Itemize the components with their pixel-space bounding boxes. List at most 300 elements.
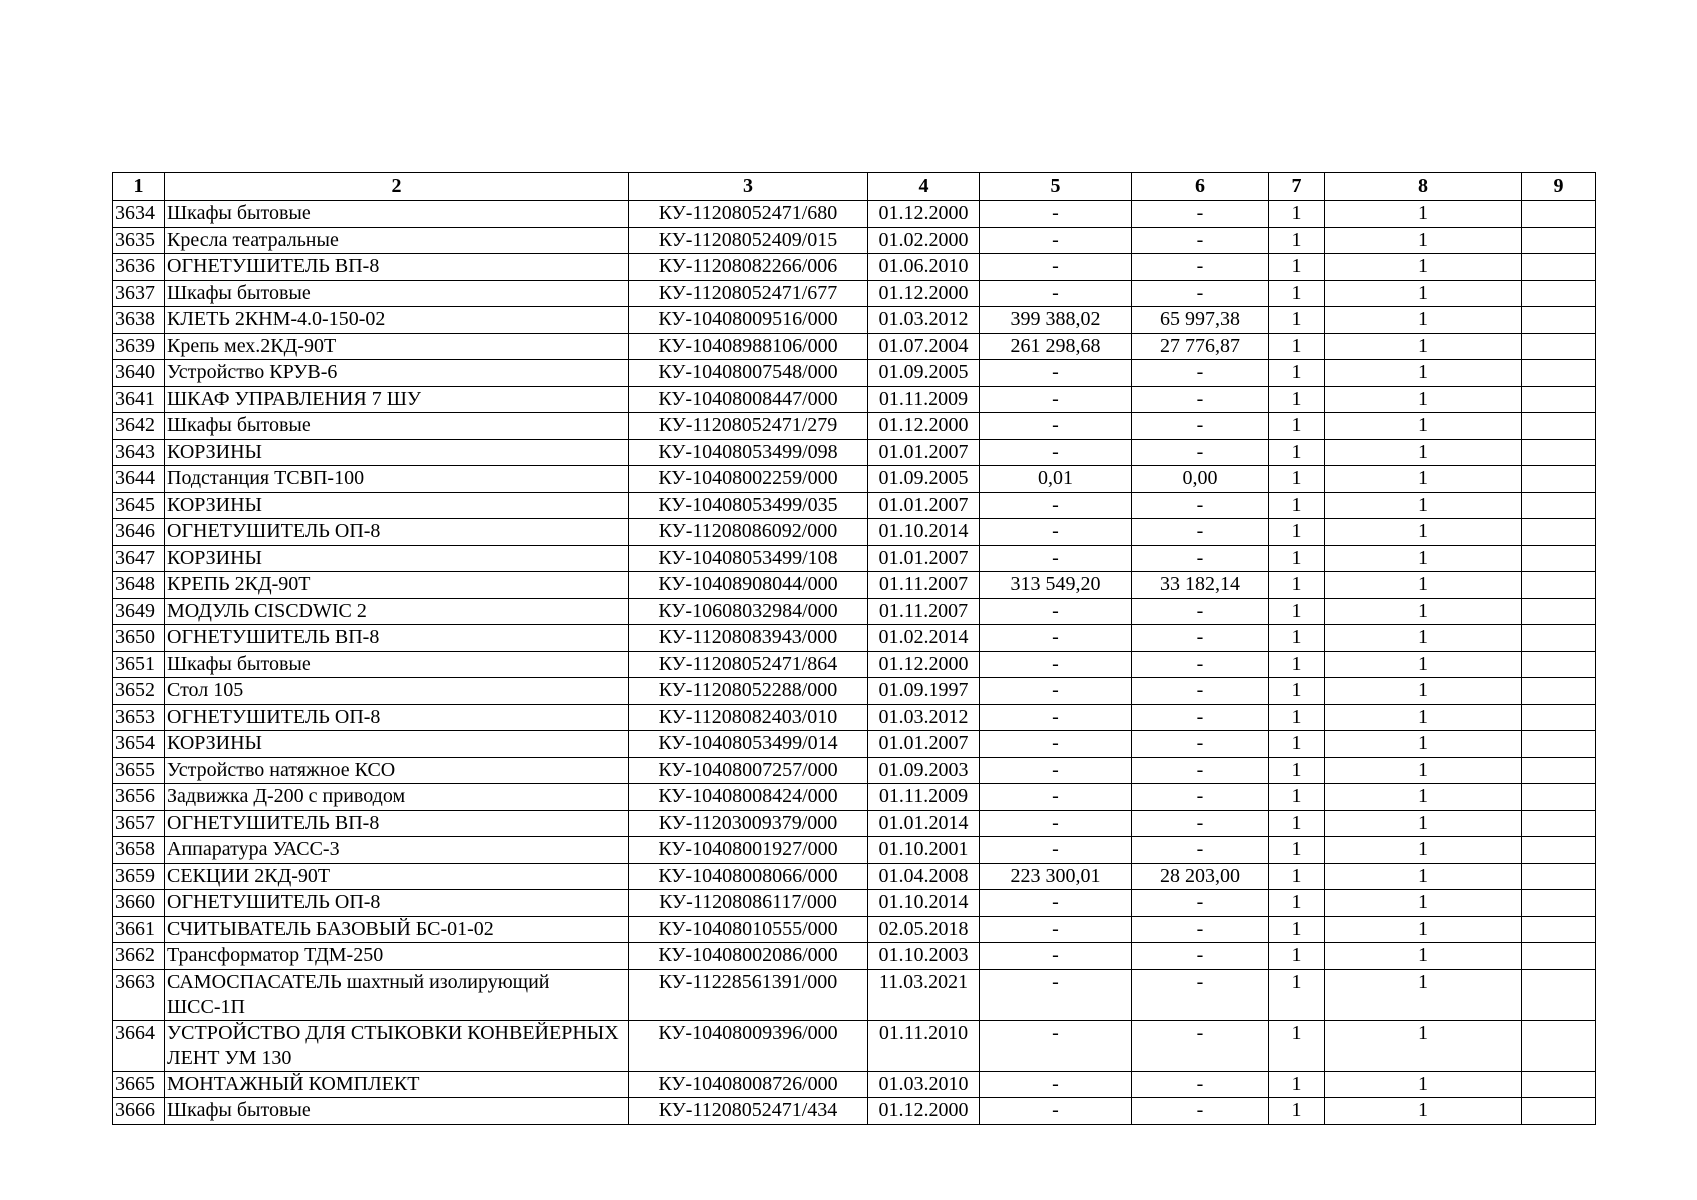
table-row: [113, 678, 1596, 705]
value-col9-cell: [1522, 837, 1596, 864]
table-row: [113, 651, 1596, 678]
inventory-number-cell: КУ-10408008447/000: [629, 386, 868, 413]
inventory-table: [112, 172, 1596, 1125]
value-col8-cell: 1: [1325, 333, 1522, 360]
row-number-cell: 3653: [113, 704, 165, 731]
value-col9-cell: [1522, 439, 1596, 466]
value-col6-cell: 65 997,38: [1132, 307, 1269, 334]
row-number-cell: 3657: [113, 810, 165, 837]
item-name-cell: ОГНЕТУШИТЕЛЬ ВП-8: [165, 625, 629, 652]
table-row: [113, 1098, 1596, 1125]
date-cell: 01.12.2000: [868, 1098, 980, 1125]
row-number-cell: 3654: [113, 731, 165, 758]
value-col8-cell: 1: [1325, 969, 1522, 1020]
value-col8-cell: 1: [1325, 307, 1522, 334]
column-header-3: 3: [629, 173, 868, 201]
value-col5-cell: -: [980, 519, 1132, 546]
date-cell: 01.11.2009: [868, 386, 980, 413]
value-col7-cell: 1: [1269, 731, 1325, 758]
item-name-cell: КЛЕТЬ 2КНМ-4.0-150-02: [165, 307, 629, 334]
value-col7-cell: 1: [1269, 413, 1325, 440]
value-col6-cell: -: [1132, 625, 1269, 652]
value-col8-cell: 1: [1325, 890, 1522, 917]
date-cell: 11.03.2021: [868, 969, 980, 1020]
table-row: [113, 492, 1596, 519]
value-col5-cell: -: [980, 837, 1132, 864]
value-col9-cell: [1522, 201, 1596, 228]
value-col9-cell: [1522, 519, 1596, 546]
date-cell: 01.10.2003: [868, 943, 980, 970]
table-row: [113, 863, 1596, 890]
inventory-number-cell: КУ-10408002259/000: [629, 466, 868, 493]
item-name-cell: МОНТАЖНЫЙ КОМПЛЕКТ: [165, 1071, 629, 1098]
value-col6-cell: -: [1132, 916, 1269, 943]
value-col6-cell: -: [1132, 227, 1269, 254]
value-col8-cell: 1: [1325, 731, 1522, 758]
table-row: [113, 519, 1596, 546]
date-cell: 01.10.2014: [868, 519, 980, 546]
value-col8-cell: 1: [1325, 1020, 1522, 1071]
column-header-2: 2: [165, 173, 629, 201]
inventory-number-cell: КУ-11208052409/015: [629, 227, 868, 254]
date-cell: 01.07.2004: [868, 333, 980, 360]
table-row: [113, 969, 1596, 1020]
item-name-cell: ОГНЕТУШИТЕЛЬ ВП-8: [165, 810, 629, 837]
inventory-number-cell: КУ-10408008726/000: [629, 1071, 868, 1098]
date-cell: 01.01.2007: [868, 439, 980, 466]
table-row: [113, 386, 1596, 413]
date-cell: 01.11.2007: [868, 572, 980, 599]
table-row: [113, 307, 1596, 334]
value-col7-cell: 1: [1269, 439, 1325, 466]
date-cell: 01.01.2007: [868, 545, 980, 572]
value-col5-cell: -: [980, 227, 1132, 254]
value-col7-cell: 1: [1269, 625, 1325, 652]
value-col7-cell: 1: [1269, 704, 1325, 731]
value-col8-cell: 1: [1325, 201, 1522, 228]
table-row: [113, 439, 1596, 466]
date-cell: 01.06.2010: [868, 254, 980, 281]
value-col8-cell: 1: [1325, 413, 1522, 440]
row-number-cell: 3645: [113, 492, 165, 519]
value-col5-cell: 223 300,01: [980, 863, 1132, 890]
inventory-number-cell: КУ-10408053499/014: [629, 731, 868, 758]
value-col5-cell: -: [980, 784, 1132, 811]
value-col7-cell: 1: [1269, 969, 1325, 1020]
date-cell: 01.01.2007: [868, 492, 980, 519]
value-col9-cell: [1522, 810, 1596, 837]
value-col9-cell: [1522, 307, 1596, 334]
value-col6-cell: -: [1132, 890, 1269, 917]
item-name-cell: Аппаратура УАСС-3: [165, 837, 629, 864]
date-cell: 01.10.2001: [868, 837, 980, 864]
inventory-number-cell: КУ-10408007257/000: [629, 757, 868, 784]
row-number-cell: 3662: [113, 943, 165, 970]
value-col8-cell: 1: [1325, 651, 1522, 678]
row-number-cell: 3666: [113, 1098, 165, 1125]
item-name-cell: УСТРОЙСТВО ДЛЯ СТЫКОВКИ КОНВЕЙЕРНЫХ ЛЕНТ УМ 130: [165, 1020, 629, 1071]
date-cell: 01.03.2012: [868, 704, 980, 731]
row-number-cell: 3649: [113, 598, 165, 625]
value-col9-cell: [1522, 413, 1596, 440]
table-row: [113, 943, 1596, 970]
value-col6-cell: 28 203,00: [1132, 863, 1269, 890]
value-col8-cell: 1: [1325, 784, 1522, 811]
value-col8-cell: 1: [1325, 227, 1522, 254]
value-col7-cell: 1: [1269, 466, 1325, 493]
value-col6-cell: 33 182,14: [1132, 572, 1269, 599]
item-name-cell: Стол 105: [165, 678, 629, 705]
date-cell: 01.12.2000: [868, 413, 980, 440]
row-number-cell: 3659: [113, 863, 165, 890]
inventory-number-cell: КУ-11208052471/677: [629, 280, 868, 307]
date-cell: 01.11.2010: [868, 1020, 980, 1071]
table-row: [113, 890, 1596, 917]
item-name-cell: КОРЗИНЫ: [165, 439, 629, 466]
item-name-cell: Задвижка Д-200 с приводом: [165, 784, 629, 811]
value-col9-cell: [1522, 678, 1596, 705]
table-row: [113, 333, 1596, 360]
value-col8-cell: 1: [1325, 572, 1522, 599]
row-number-cell: 3658: [113, 837, 165, 864]
value-col7-cell: 1: [1269, 1020, 1325, 1071]
value-col9-cell: [1522, 360, 1596, 387]
value-col8-cell: 1: [1325, 837, 1522, 864]
inventory-number-cell: КУ-11208052288/000: [629, 678, 868, 705]
value-col6-cell: -: [1132, 519, 1269, 546]
date-cell: 01.12.2000: [868, 651, 980, 678]
value-col7-cell: 1: [1269, 254, 1325, 281]
value-col6-cell: -: [1132, 757, 1269, 784]
value-col5-cell: -: [980, 969, 1132, 1020]
inventory-number-cell: КУ-10408009396/000: [629, 1020, 868, 1071]
row-number-cell: 3641: [113, 386, 165, 413]
item-name-cell: Шкафы бытовые: [165, 201, 629, 228]
row-number-cell: 3640: [113, 360, 165, 387]
value-col6-cell: -: [1132, 413, 1269, 440]
item-name-cell: КОРЗИНЫ: [165, 492, 629, 519]
table-row: [113, 545, 1596, 572]
inventory-number-cell: КУ-10408053499/035: [629, 492, 868, 519]
value-col8-cell: 1: [1325, 545, 1522, 572]
date-cell: 01.09.2005: [868, 360, 980, 387]
value-col7-cell: 1: [1269, 201, 1325, 228]
value-col5-cell: -: [980, 916, 1132, 943]
date-cell: 01.01.2014: [868, 810, 980, 837]
value-col7-cell: 1: [1269, 492, 1325, 519]
value-col7-cell: 1: [1269, 784, 1325, 811]
value-col6-cell: -: [1132, 545, 1269, 572]
value-col8-cell: 1: [1325, 625, 1522, 652]
row-number-cell: 3639: [113, 333, 165, 360]
value-col5-cell: -: [980, 757, 1132, 784]
value-col7-cell: 1: [1269, 678, 1325, 705]
date-cell: 01.01.2007: [868, 731, 980, 758]
table-row: [113, 625, 1596, 652]
value-col5-cell: -: [980, 386, 1132, 413]
value-col7-cell: 1: [1269, 863, 1325, 890]
value-col6-cell: -: [1132, 837, 1269, 864]
value-col6-cell: 27 776,87: [1132, 333, 1269, 360]
value-col9-cell: [1522, 1098, 1596, 1125]
value-col9-cell: [1522, 731, 1596, 758]
value-col9-cell: [1522, 227, 1596, 254]
inventory-number-cell: КУ-10408001927/000: [629, 837, 868, 864]
value-col5-cell: -: [980, 545, 1132, 572]
value-col5-cell: -: [980, 625, 1132, 652]
table-row: [113, 731, 1596, 758]
inventory-number-cell: КУ-10408010555/000: [629, 916, 868, 943]
table-row: [113, 466, 1596, 493]
date-cell: 01.04.2008: [868, 863, 980, 890]
value-col9-cell: [1522, 466, 1596, 493]
value-col8-cell: 1: [1325, 466, 1522, 493]
column-header-7: 7: [1269, 173, 1325, 201]
table-body: [113, 201, 1596, 1125]
value-col9-cell: [1522, 1071, 1596, 1098]
value-col9-cell: [1522, 386, 1596, 413]
value-col8-cell: 1: [1325, 1071, 1522, 1098]
value-col5-cell: -: [980, 890, 1132, 917]
item-name-cell: СЕКЦИИ 2КД-90Т: [165, 863, 629, 890]
value-col5-cell: -: [980, 201, 1132, 228]
item-name-cell: КОРЗИНЫ: [165, 731, 629, 758]
value-col9-cell: [1522, 916, 1596, 943]
inventory-number-cell: КУ-10408002086/000: [629, 943, 868, 970]
value-col5-cell: 313 549,20: [980, 572, 1132, 599]
item-name-cell: Шкафы бытовые: [165, 413, 629, 440]
value-col9-cell: [1522, 943, 1596, 970]
item-name-cell: ОГНЕТУШИТЕЛЬ ОП-8: [165, 704, 629, 731]
inventory-number-cell: КУ-11203009379/000: [629, 810, 868, 837]
value-col6-cell: -: [1132, 678, 1269, 705]
value-col9-cell: [1522, 572, 1596, 599]
inventory-number-cell: КУ-11208052471/434: [629, 1098, 868, 1125]
value-col5-cell: -: [980, 413, 1132, 440]
value-col9-cell: [1522, 651, 1596, 678]
row-number-cell: 3660: [113, 890, 165, 917]
value-col7-cell: 1: [1269, 572, 1325, 599]
value-col5-cell: -: [980, 704, 1132, 731]
item-name-cell: МОДУЛЬ CISCDWIC 2: [165, 598, 629, 625]
table-row: [113, 1071, 1596, 1098]
value-col8-cell: 1: [1325, 519, 1522, 546]
value-col8-cell: 1: [1325, 254, 1522, 281]
value-col9-cell: [1522, 1020, 1596, 1071]
value-col6-cell: -: [1132, 810, 1269, 837]
value-col5-cell: -: [980, 492, 1132, 519]
row-number-cell: 3663: [113, 969, 165, 1020]
value-col6-cell: -: [1132, 651, 1269, 678]
value-col7-cell: 1: [1269, 307, 1325, 334]
value-col5-cell: -: [980, 254, 1132, 281]
item-name-cell: САМОСПАСАТЕЛЬ шахтный изолирующий ШСС-1П: [165, 969, 629, 1020]
value-col7-cell: 1: [1269, 227, 1325, 254]
value-col8-cell: 1: [1325, 943, 1522, 970]
value-col6-cell: -: [1132, 439, 1269, 466]
row-number-cell: 3643: [113, 439, 165, 466]
date-cell: 01.09.2005: [868, 466, 980, 493]
table-row: [113, 360, 1596, 387]
column-header-9: 9: [1522, 173, 1596, 201]
table-row: [113, 280, 1596, 307]
value-col8-cell: 1: [1325, 439, 1522, 466]
value-col6-cell: -: [1132, 280, 1269, 307]
value-col9-cell: [1522, 704, 1596, 731]
value-col5-cell: 399 388,02: [980, 307, 1132, 334]
value-col9-cell: [1522, 254, 1596, 281]
date-cell: 02.05.2018: [868, 916, 980, 943]
row-number-cell: 3642: [113, 413, 165, 440]
table-row: [113, 254, 1596, 281]
value-col9-cell: [1522, 625, 1596, 652]
value-col9-cell: [1522, 333, 1596, 360]
value-col6-cell: -: [1132, 1098, 1269, 1125]
value-col6-cell: -: [1132, 254, 1269, 281]
table-row: [113, 810, 1596, 837]
column-header-5: 5: [980, 173, 1132, 201]
table-row: [113, 413, 1596, 440]
date-cell: 01.03.2010: [868, 1071, 980, 1098]
date-cell: 01.11.2009: [868, 784, 980, 811]
value-col5-cell: -: [980, 810, 1132, 837]
date-cell: 01.02.2014: [868, 625, 980, 652]
value-col8-cell: 1: [1325, 280, 1522, 307]
value-col9-cell: [1522, 598, 1596, 625]
date-cell: 01.02.2000: [868, 227, 980, 254]
item-name-cell: КРЕПЬ 2КД-90Т: [165, 572, 629, 599]
value-col6-cell: -: [1132, 731, 1269, 758]
value-col8-cell: 1: [1325, 810, 1522, 837]
value-col7-cell: 1: [1269, 757, 1325, 784]
row-number-cell: 3647: [113, 545, 165, 572]
inventory-number-cell: КУ-10408053499/098: [629, 439, 868, 466]
date-cell: 01.10.2014: [868, 890, 980, 917]
value-col8-cell: 1: [1325, 386, 1522, 413]
table-row: [113, 837, 1596, 864]
item-name-cell: ОГНЕТУШИТЕЛЬ ВП-8: [165, 254, 629, 281]
inventory-number-cell: КУ-11208082403/010: [629, 704, 868, 731]
row-number-cell: 3634: [113, 201, 165, 228]
value-col7-cell: 1: [1269, 943, 1325, 970]
value-col7-cell: 1: [1269, 598, 1325, 625]
value-col9-cell: [1522, 280, 1596, 307]
value-col7-cell: 1: [1269, 916, 1325, 943]
row-number-cell: 3651: [113, 651, 165, 678]
inventory-number-cell: КУ-10408008066/000: [629, 863, 868, 890]
inventory-number-cell: КУ-10408008424/000: [629, 784, 868, 811]
inventory-number-cell: КУ-10408009516/000: [629, 307, 868, 334]
value-col5-cell: -: [980, 1020, 1132, 1071]
value-col6-cell: -: [1132, 1071, 1269, 1098]
column-header-1: 1: [113, 173, 165, 201]
table-row: [113, 757, 1596, 784]
item-name-cell: ОГНЕТУШИТЕЛЬ ОП-8: [165, 890, 629, 917]
value-col7-cell: 1: [1269, 890, 1325, 917]
value-col8-cell: 1: [1325, 1098, 1522, 1125]
value-col8-cell: 1: [1325, 916, 1522, 943]
value-col7-cell: 1: [1269, 1071, 1325, 1098]
value-col7-cell: 1: [1269, 333, 1325, 360]
row-number-cell: 3636: [113, 254, 165, 281]
value-col5-cell: -: [980, 439, 1132, 466]
item-name-cell: Устройство натяжное КСО: [165, 757, 629, 784]
value-col7-cell: 1: [1269, 810, 1325, 837]
value-col8-cell: 1: [1325, 360, 1522, 387]
table-row: [113, 916, 1596, 943]
value-col7-cell: 1: [1269, 1098, 1325, 1125]
item-name-cell: ОГНЕТУШИТЕЛЬ ОП-8: [165, 519, 629, 546]
value-col5-cell: -: [980, 1098, 1132, 1125]
row-number-cell: 3635: [113, 227, 165, 254]
inventory-number-cell: КУ-11208082266/006: [629, 254, 868, 281]
inventory-number-cell: КУ-10408053499/108: [629, 545, 868, 572]
table-row: [113, 598, 1596, 625]
value-col5-cell: 261 298,68: [980, 333, 1132, 360]
inventory-number-cell: КУ-10408007548/000: [629, 360, 868, 387]
date-cell: 01.09.1997: [868, 678, 980, 705]
row-number-cell: 3664: [113, 1020, 165, 1071]
value-col8-cell: 1: [1325, 863, 1522, 890]
inventory-number-cell: КУ-11208086117/000: [629, 890, 868, 917]
value-col6-cell: -: [1132, 1020, 1269, 1071]
value-col8-cell: 1: [1325, 704, 1522, 731]
value-col7-cell: 1: [1269, 280, 1325, 307]
inventory-number-cell: КУ-10608032984/000: [629, 598, 868, 625]
item-name-cell: Трансформатор ТДМ-250: [165, 943, 629, 970]
value-col6-cell: -: [1132, 784, 1269, 811]
value-col8-cell: 1: [1325, 598, 1522, 625]
value-col5-cell: -: [980, 280, 1132, 307]
inventory-number-cell: КУ-10408908044/000: [629, 572, 868, 599]
date-cell: 01.11.2007: [868, 598, 980, 625]
item-name-cell: СЧИТЫВАТЕЛЬ БАЗОВЫЙ БС-01-02: [165, 916, 629, 943]
table-row: [113, 227, 1596, 254]
table-row: [113, 704, 1596, 731]
item-name-cell: Устройство КРУВ-6: [165, 360, 629, 387]
value-col9-cell: [1522, 969, 1596, 1020]
value-col6-cell: -: [1132, 969, 1269, 1020]
value-col5-cell: -: [980, 651, 1132, 678]
value-col7-cell: 1: [1269, 545, 1325, 572]
value-col6-cell: -: [1132, 943, 1269, 970]
column-header-6: 6: [1132, 173, 1269, 201]
table-row: [113, 784, 1596, 811]
date-cell: 01.09.2003: [868, 757, 980, 784]
row-number-cell: 3648: [113, 572, 165, 599]
value-col5-cell: -: [980, 598, 1132, 625]
item-name-cell: Подстанция ТСВП-100: [165, 466, 629, 493]
value-col6-cell: 0,00: [1132, 466, 1269, 493]
item-name-cell: КОРЗИНЫ: [165, 545, 629, 572]
value-col5-cell: -: [980, 943, 1132, 970]
value-col5-cell: -: [980, 1071, 1132, 1098]
date-cell: 01.03.2012: [868, 307, 980, 334]
item-name-cell: Шкафы бытовые: [165, 1098, 629, 1125]
value-col6-cell: -: [1132, 492, 1269, 519]
row-number-cell: 3661: [113, 916, 165, 943]
value-col5-cell: -: [980, 678, 1132, 705]
row-number-cell: 3646: [113, 519, 165, 546]
item-name-cell: Крепь мех.2КД-90Т: [165, 333, 629, 360]
date-cell: 01.12.2000: [868, 280, 980, 307]
date-cell: 01.12.2000: [868, 201, 980, 228]
table-row: [113, 572, 1596, 599]
value-col7-cell: 1: [1269, 651, 1325, 678]
row-number-cell: 3656: [113, 784, 165, 811]
row-number-cell: 3637: [113, 280, 165, 307]
value-col9-cell: [1522, 890, 1596, 917]
